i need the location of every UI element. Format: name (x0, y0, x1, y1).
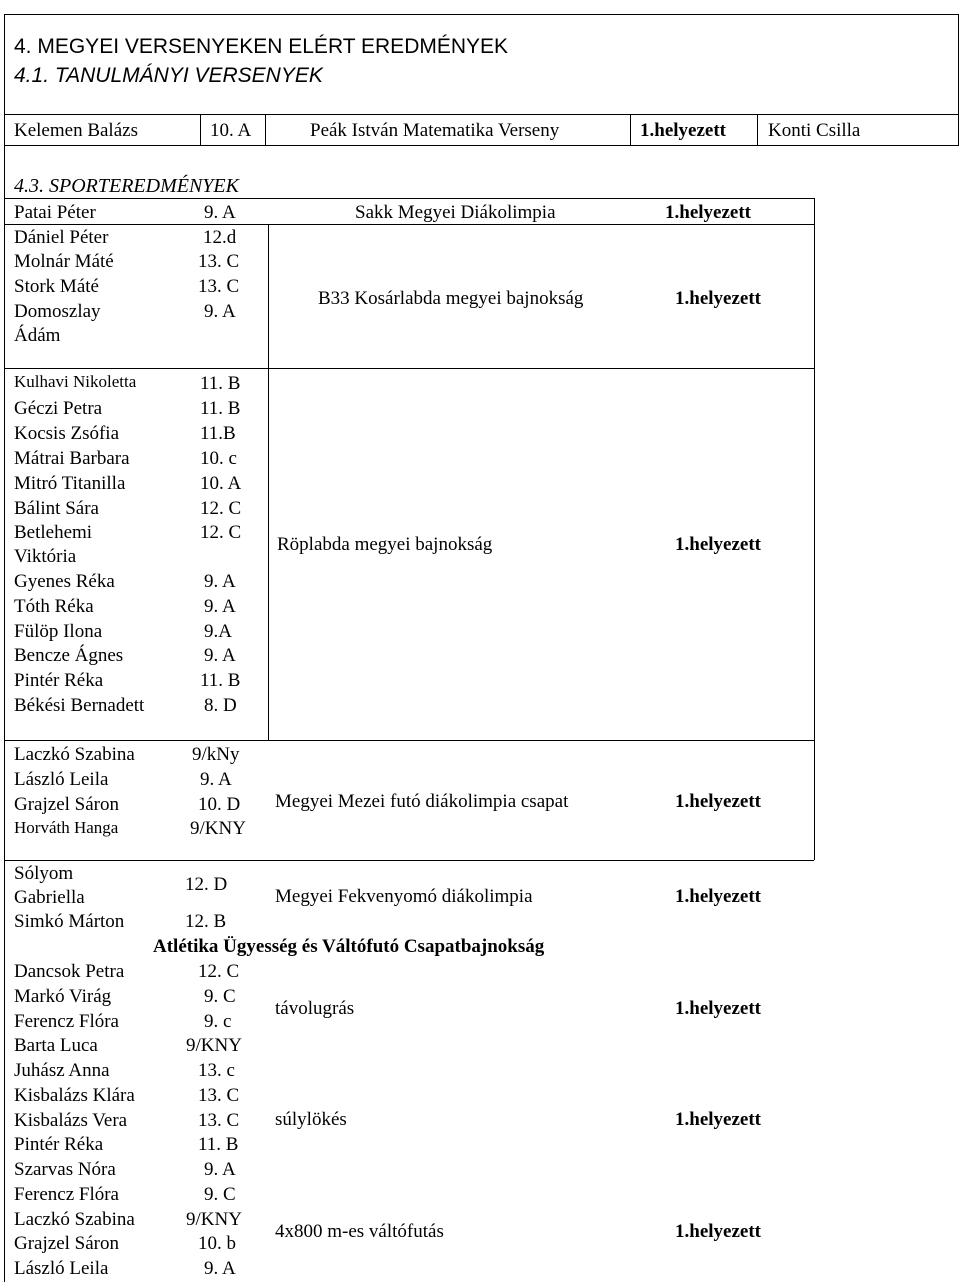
player-class: 11. B (200, 398, 241, 419)
study-result: 1.helyezett (640, 120, 726, 141)
study-competition: Peák István Matematika Verseny (310, 120, 560, 141)
player-name: Kulhavi Nikoletta (14, 372, 137, 391)
relay-event: 4x800 m-es váltófutás (275, 1221, 444, 1242)
player-class: 10. b (198, 1233, 236, 1254)
player-class: 9/kNy (192, 744, 240, 765)
player-class: 9. C (204, 1184, 236, 1205)
table-border (4, 860, 814, 861)
player-class: 9/KNY (186, 1209, 242, 1230)
player-class: 12. D (185, 874, 228, 895)
benchpress-competition: Megyei Fekvenyomó diákolimpia (275, 886, 533, 907)
player-name: Molnár Máté (14, 251, 114, 272)
player-name: Pintér Réka (14, 670, 104, 691)
table-border (757, 114, 758, 146)
player-class: 13. C (198, 1085, 240, 1106)
player-class: 11. B (200, 670, 241, 691)
volleyball-competition: Röplabda megyei bajnokság (277, 534, 493, 555)
table-border (4, 14, 5, 1282)
basketball-result: 1.helyezett (675, 288, 761, 309)
player-name: Markó Virág (14, 986, 112, 1007)
player-name: Laczkó Szabina (14, 1209, 135, 1230)
main-heading: 4. MEGYEI VERSENYEKEN ELÉRT EREDMÉNYEK (14, 35, 509, 58)
player-name: Grajzel Sáron (14, 1233, 119, 1254)
chess-class: 9. A (204, 202, 236, 223)
player-name: Kisbalázs Klára (14, 1085, 135, 1106)
player-class: 9. c (204, 1011, 232, 1032)
player-name: Ferencz Flóra (14, 1011, 119, 1032)
basketball-competition: B33 Kosárlabda megyei bajnokság (318, 288, 584, 309)
player-class: 12.d (203, 227, 237, 248)
player-name: Bálint Sára (14, 498, 99, 519)
subheading-study: 4.1. TANULMÁNYI VERSENYEK (14, 64, 323, 87)
player-class: 10. D (198, 794, 241, 815)
player-name: Ferencz Flóra (14, 1184, 119, 1205)
table-border (268, 368, 269, 740)
player-class: 12. C (198, 961, 240, 982)
player-name: Betlehemi (14, 522, 93, 543)
table-border (200, 114, 201, 146)
player-class: 9. A (204, 1258, 236, 1279)
crosscountry-result: 1.helyezett (675, 791, 761, 812)
player-class: 13. C (198, 1110, 240, 1131)
player-name: László Leila (14, 1258, 109, 1279)
table-border (4, 740, 814, 741)
player-class: 9. A (204, 301, 236, 322)
study-name: Kelemen Balázs (14, 120, 138, 141)
player-name: Mátrai Barbara (14, 448, 130, 469)
table-border (4, 14, 958, 15)
athletics-title: Atlétika Ügyesség és Váltófutó Csapatbajnokság (153, 936, 545, 957)
player-class: 12. C (200, 498, 242, 519)
longjump-result: 1.helyezett (675, 998, 761, 1019)
volleyball-result: 1.helyezett (675, 534, 761, 555)
player-class: 9. A (204, 1159, 236, 1180)
player-name: Szarvas Nóra (14, 1159, 116, 1180)
player-class: 9/KNY (190, 818, 246, 839)
study-teacher: Konti Csilla (768, 120, 861, 141)
player-class: 9/KNY (186, 1035, 242, 1056)
player-class: 9. C (204, 986, 236, 1007)
player-name: Sólyom (14, 863, 74, 884)
player-class: 9.A (204, 621, 232, 642)
player-name: Domoszlay (14, 301, 101, 322)
player-class: 10. c (200, 448, 237, 469)
player-name: Tóth Réka (14, 596, 94, 617)
relay-result: 1.helyezett (675, 1221, 761, 1242)
player-name: Kisbalázs Vera (14, 1110, 128, 1131)
player-name-line2: Viktória (14, 546, 77, 567)
player-class: 10. A (200, 473, 242, 494)
player-class: 9. A (204, 571, 236, 592)
study-class: 10. A (210, 120, 252, 141)
player-name-line2: Ádám (14, 325, 61, 346)
crosscountry-competition: Megyei Mezei futó diákolimpia csapat (275, 791, 569, 812)
player-name-line2: Gabriella (14, 887, 85, 908)
player-name: Dancsok Petra (14, 961, 125, 982)
player-name: Barta Luca (14, 1035, 98, 1056)
shotput-result: 1.helyezett (675, 1109, 761, 1130)
player-class: 13. C (198, 276, 240, 297)
player-class: 12. C (200, 522, 242, 543)
player-name: Fülöp Ilona (14, 621, 103, 642)
benchpress-result: 1.helyezett (675, 886, 761, 907)
player-name: Géczi Petra (14, 398, 103, 419)
subheading-sport: 4.3. SPORTEREDMÉNYEK (14, 175, 239, 197)
chess-competition: Sakk Megyei Diákolimpia (355, 202, 556, 223)
table-border (4, 224, 814, 225)
player-name: László Leila (14, 769, 109, 790)
player-class: 9. A (204, 645, 236, 666)
table-border (265, 114, 266, 146)
table-border (268, 224, 269, 369)
player-name: Gyenes Réka (14, 571, 115, 592)
table-border (4, 198, 814, 199)
table-border (958, 14, 959, 146)
table-border (630, 114, 631, 146)
longjump-event: távolugrás (275, 998, 355, 1019)
player-name: Bencze Ágnes (14, 645, 124, 666)
player-name: Kocsis Zsófia (14, 423, 120, 444)
player-class: 9. A (200, 769, 232, 790)
player-class: 11. B (198, 1134, 239, 1155)
player-name: Békési Bernadett (14, 695, 145, 716)
player-name: Stork Máté (14, 276, 99, 297)
player-name: Laczkó Szabina (14, 744, 135, 765)
player-class: 13. c (198, 1060, 235, 1081)
player-class: 8. D (204, 695, 237, 716)
chess-name: Patai Péter (14, 202, 96, 223)
chess-result: 1.helyezett (665, 202, 751, 223)
shotput-event: súlylökés (275, 1109, 347, 1130)
table-border (4, 368, 814, 369)
table-border (814, 198, 815, 860)
player-name: Simkó Márton (14, 911, 125, 932)
player-name: Grajzel Sáron (14, 794, 119, 815)
player-class: 11. B (200, 373, 241, 394)
table-border (4, 145, 958, 146)
player-name: Horváth Hanga (14, 818, 119, 837)
player-name: Mitró Titanilla (14, 473, 126, 494)
player-class: 13. C (198, 251, 240, 272)
player-name: Dániel Péter (14, 227, 109, 248)
player-class: 11.B (200, 423, 236, 444)
player-name: Juhász Anna (14, 1060, 110, 1081)
table-border (4, 114, 958, 115)
player-class: 9. A (204, 596, 236, 617)
player-class: 12. B (185, 911, 227, 932)
player-name: Pintér Réka (14, 1134, 104, 1155)
